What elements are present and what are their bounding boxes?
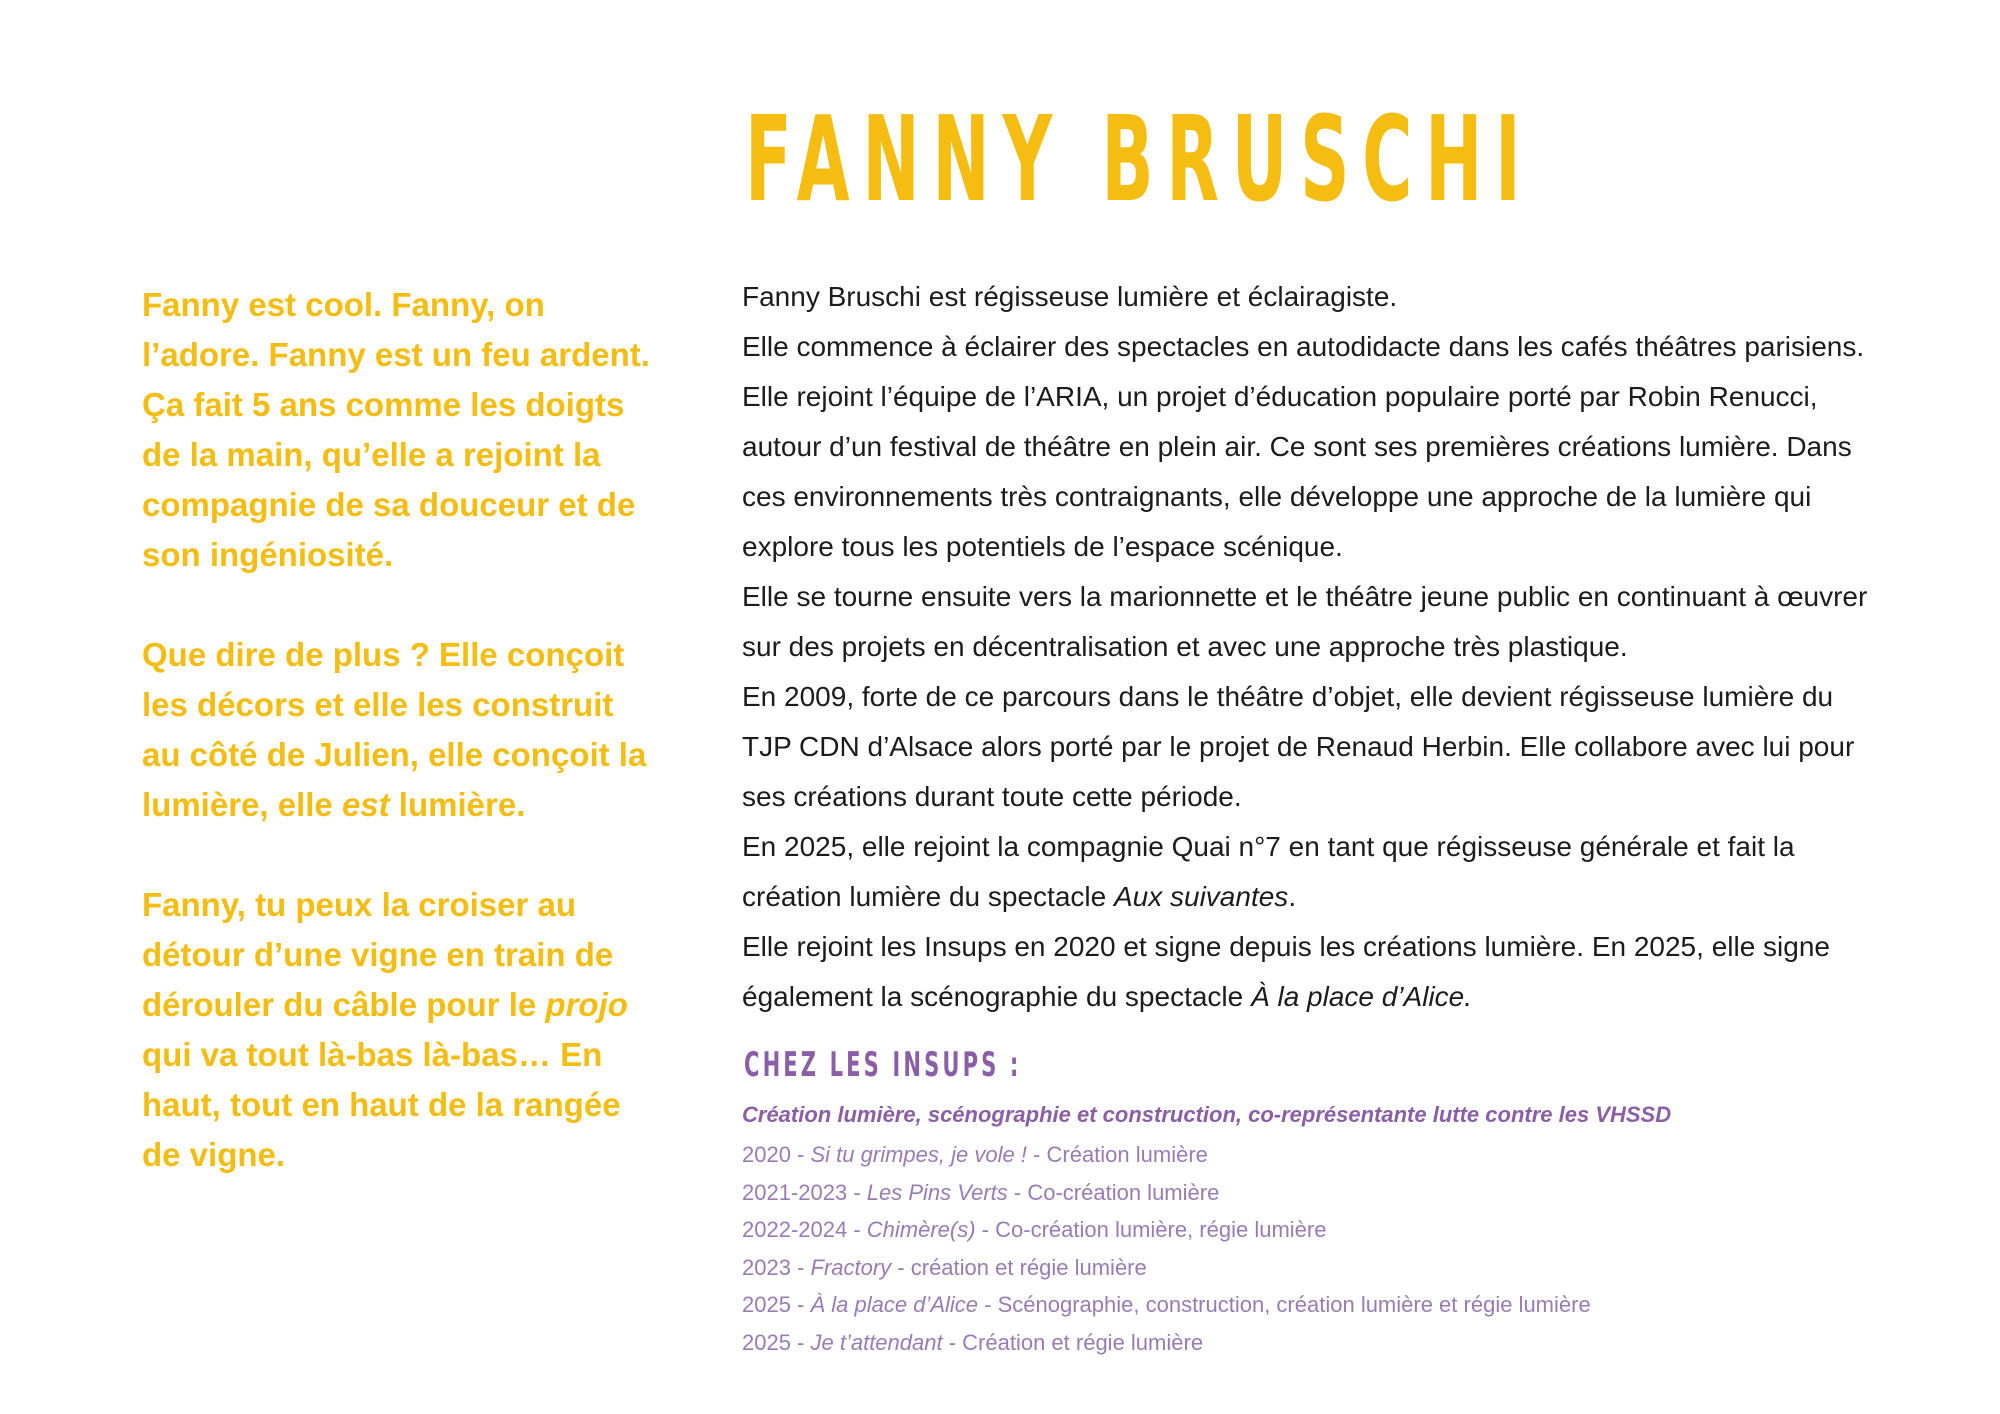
credit-role: - Scénographie, construction, création lumière et régie lumière — [978, 1292, 1591, 1318]
bio-paragraph-4: En 2009, forte de ce parcours dans le théâtre d’objet, elle devient régisseuse lumière du TJP CDN d’Alsace alors porté par le projet de Renaud Herbin. Elle collabore avec lui pour ses créations durant toute cette période. — [742, 681, 1855, 812]
credit-work: Fractory — [810, 1254, 892, 1280]
bio-paragraph-5-end: . — [1288, 881, 1297, 912]
credit-year: 2023 - — [742, 1254, 811, 1280]
insups-roles: Création lumière, scénographie et construction, co-représentante lutte contre les VHSSD — [742, 1102, 1672, 1127]
credit-item — [742, 1136, 1591, 1174]
bio-paragraph-5-text: En 2025, elle rejoint la compagnie Quai n°7 en tant que régisseuse générale et fait la création lumière du spectacle — [742, 831, 1795, 912]
bio-paragraph-6-text: Elle rejoint les Insups en 2020 et signe depuis les créations lumière. En 2025, elle signe également la scénographie du spectacle — [742, 931, 1830, 1012]
biography — [742, 272, 1872, 1022]
sidebar-paragraph-2-end: lumière. — [389, 786, 526, 823]
credit-work: Les Pins Verts — [866, 1179, 1008, 1205]
sidebar-paragraph-3 — [142, 880, 652, 1180]
bio-paragraph-6 — [742, 922, 1872, 1022]
bio-paragraph-5 — [742, 822, 1872, 922]
bio-paragraph-3: Elle se tourne ensuite vers la marionnette et le théâtre jeune public en continuant à œuvrer sur des projets en décentralisation et avec une approche très plastique. — [742, 581, 1868, 662]
sidebar-paragraph-2-text: Que dire de plus ? Elle conçoit les décors et elle les construit au côté de Julien, elle conçoit la lumière, elle — [142, 636, 647, 823]
sidebar-paragraph-2-emphasis: est — [341, 786, 390, 823]
credit-year: 2025 - — [742, 1329, 811, 1355]
credit-role: - Création lumière — [1026, 1142, 1208, 1167]
credit-role: - Co-création lumière, régie lumière — [975, 1217, 1327, 1243]
credit-item — [742, 1211, 1591, 1249]
sidebar-paragraph-3-emphasis: projo — [545, 986, 628, 1023]
credit-year: 2021-2023 - — [742, 1179, 867, 1205]
credit-work: Chimère(s) — [866, 1217, 976, 1243]
credit-year: 2025 - — [742, 1292, 811, 1318]
bio-paragraph-1: Fanny Bruschi est régisseuse lumière et éclairagiste. — [742, 281, 1398, 312]
sidebar-paragraph-1: Fanny est cool. Fanny, on l’adore. Fanny est un feu ardent. Ça fait 5 ans comme les doigts de la main, qu’elle a rejoint la compagnie de sa douceur et de son ingéniosité. — [142, 286, 650, 573]
credit-item — [742, 1249, 1591, 1287]
insups-heading: CHEZ LES INSUPS : — [744, 1045, 1022, 1085]
sidebar-paragraph-2 — [142, 630, 652, 830]
credit-work: Si tu grimpes, je vole ! — [810, 1142, 1027, 1167]
credit-item — [742, 1286, 1591, 1324]
credit-role: - Création et régie lumière — [942, 1329, 1204, 1355]
show-title-aux-suivantes: Aux suivantes — [1113, 881, 1289, 912]
credit-work: À la place d’Alice — [810, 1292, 979, 1318]
credits-list — [742, 1136, 1591, 1362]
credit-work: Je t’attendant — [810, 1329, 943, 1355]
sidebar-quote — [142, 280, 652, 1180]
sidebar-paragraph-3-text: Fanny, tu peux la croiser au détour d’une vigne en train de dérouler du câble pour le — [142, 886, 614, 1023]
credit-item — [742, 1324, 1591, 1362]
credit-year: 2020 - — [742, 1142, 811, 1167]
show-title-a-la-place-dalice: À la place d’Alice. — [1251, 981, 1473, 1012]
bio-paragraph-2: Elle commence à éclairer des spectacles en autodidacte dans les cafés théâtres parisiens. Elle rejoint l’équipe de l’ARIA, un projet d’éducation populaire porté par Robin Renucci, autour d’un festival de théâtre en plein air. Ce sont ses premières créations lumière. Dans ces environnements très contraignants, elle développe une approche de la lumière qui explore tous les potentiels de l’espace scénique. — [742, 331, 1865, 562]
credit-year: 2022-2024 - — [742, 1217, 867, 1243]
credit-role: - création et régie lumière — [891, 1254, 1147, 1280]
page-title: FANNY BRUSCHI — [745, 90, 1534, 228]
credit-item — [742, 1174, 1591, 1212]
sidebar-paragraph-3-end: qui va tout là-bas là-bas… En haut, tout en haut de la rangée de vigne. — [142, 1036, 621, 1173]
credit-role: - Co-création lumière — [1007, 1179, 1220, 1205]
